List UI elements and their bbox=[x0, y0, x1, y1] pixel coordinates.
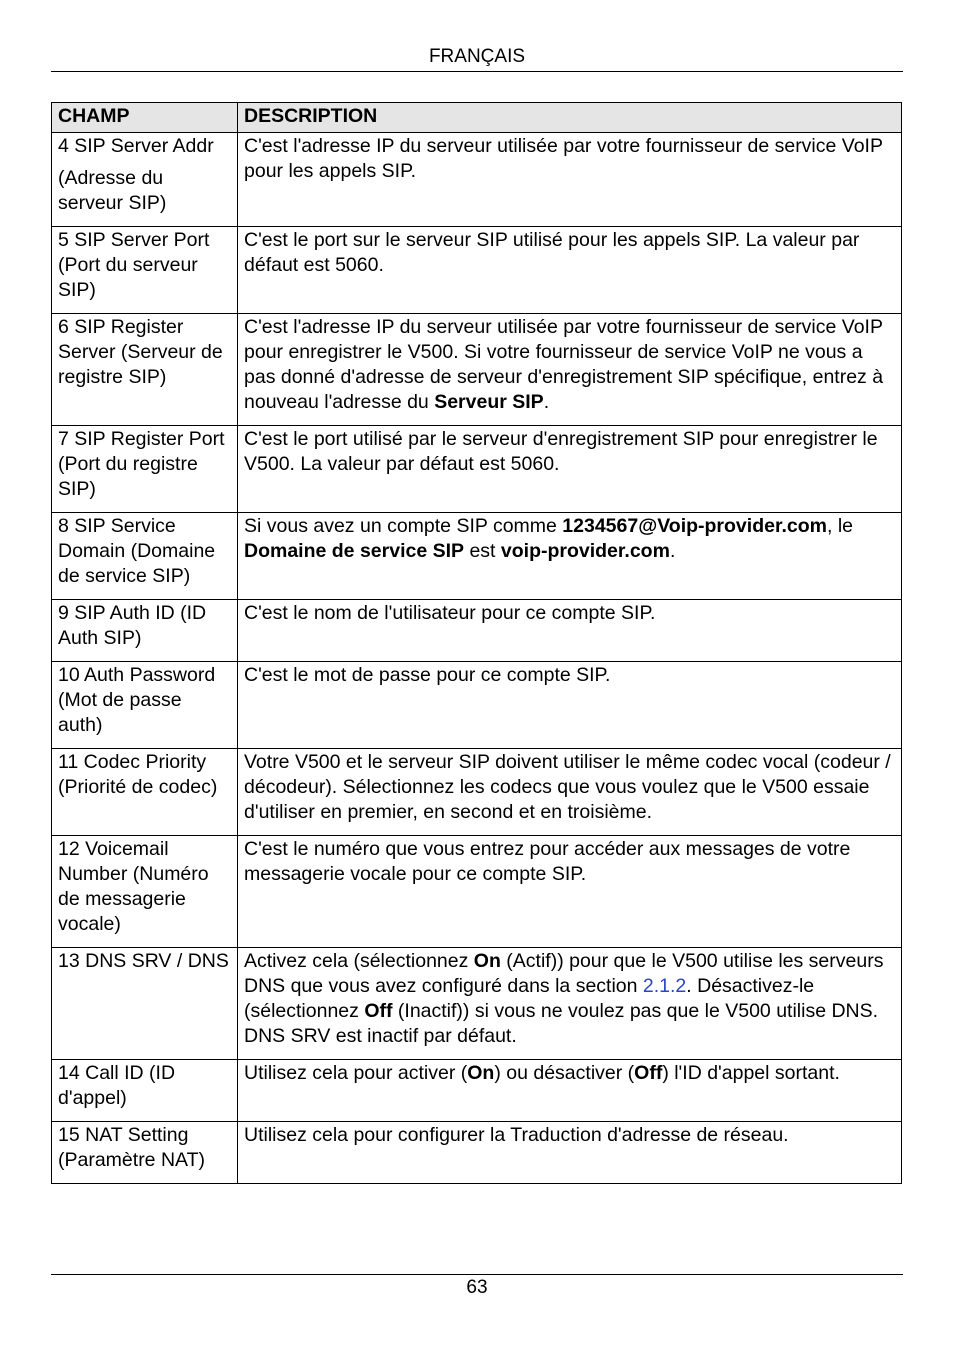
table-row bbox=[52, 426, 902, 513]
field-cell bbox=[52, 662, 238, 749]
description-text: Votre V500 et le serveur SIP doivent utiliser le même codec vocal (codeur / décodeur). Sélectionnez les codecs que vous voulez que le V500 essaie d'utiliser en premier, en second et en troisième. bbox=[244, 751, 891, 823]
field-cell bbox=[52, 836, 238, 948]
field-cell bbox=[52, 1122, 238, 1184]
field-cell bbox=[52, 948, 238, 1060]
table-row bbox=[52, 314, 902, 426]
description-cell bbox=[238, 749, 902, 836]
table-row bbox=[52, 948, 902, 1060]
description-text: C'est le port utilisé par le serveur d'enregistrement SIP pour enregistrer le V500. La valeur par défaut est 5060. bbox=[244, 428, 878, 475]
description-cell bbox=[238, 1122, 902, 1184]
table-row bbox=[52, 600, 902, 662]
description-text: Si vous avez un compte SIP comme bbox=[244, 515, 563, 537]
table-body bbox=[52, 133, 902, 1184]
description-bold-text: Domaine de service SIP bbox=[244, 540, 465, 562]
description-bold-text: Off bbox=[364, 1000, 393, 1022]
table-row bbox=[52, 749, 902, 836]
description-cell bbox=[238, 600, 902, 662]
description-cell bbox=[238, 227, 902, 314]
field-name-text: 4 SIP Server Addr bbox=[58, 135, 214, 157]
description-cell bbox=[238, 836, 902, 948]
description-cell bbox=[238, 1060, 902, 1122]
field-name-text: 14 Call ID (ID d'appel) bbox=[58, 1062, 176, 1109]
section-link[interactable]: 2.1.2 bbox=[642, 975, 687, 997]
page-number: 63 bbox=[466, 1277, 488, 1298]
table-header-row bbox=[52, 103, 902, 133]
description-bold-text: Off bbox=[634, 1062, 663, 1084]
description-text: Utilisez cela pour configurer la Traduction d'adresse de réseau. bbox=[244, 1124, 789, 1146]
description-text: Activez cela (sélectionnez bbox=[244, 950, 474, 972]
description-text: . bbox=[669, 540, 676, 562]
table-row bbox=[52, 836, 902, 948]
field-cell bbox=[52, 513, 238, 600]
table-row bbox=[52, 513, 902, 600]
table-row bbox=[52, 227, 902, 314]
field-name-text: 9 SIP Auth ID (ID Auth SIP) bbox=[58, 602, 207, 649]
field-cell bbox=[52, 749, 238, 836]
description-text: est bbox=[464, 540, 501, 562]
description-text: C'est le port sur le serveur SIP utilisé pour les appels SIP. La valeur par défaut est 5060. bbox=[244, 229, 860, 276]
table-row bbox=[52, 133, 902, 227]
description-text: Utilisez cela pour activer ( bbox=[244, 1062, 468, 1084]
description-text: C'est le numéro que vous entrez pour accéder aux messages de votre messagerie vocale pour ce compte SIP. bbox=[244, 838, 851, 885]
description-cell bbox=[238, 662, 902, 749]
description-text: C'est l'adresse IP du serveur utilisée par votre fournisseur de service VoIP pour enregistrer le V500. Si votre fournisseur de service VoIP ne vous a pas donné d'adresse de serveur d'enregistrement SIP spécifique, entrez à nouveau l'adresse du bbox=[244, 316, 884, 413]
description-text: C'est le mot de passe pour ce compte SIP. bbox=[244, 664, 611, 686]
description-text: ) l'ID d'appel sortant. bbox=[662, 1062, 840, 1084]
table-row bbox=[52, 662, 902, 749]
field-cell bbox=[52, 133, 238, 227]
column-header-champ: CHAMP bbox=[52, 103, 238, 133]
description-text: (Inactif)) si vous ne voulez pas que le V500 utilise DNS. DNS SRV est inactif par défaut. bbox=[244, 1000, 879, 1047]
description-bold-text: On bbox=[467, 1062, 495, 1084]
table-row bbox=[52, 1122, 902, 1184]
page-header-language: FRANÇAIS bbox=[428, 46, 526, 67]
footer-rule bbox=[51, 1274, 903, 1275]
field-cell bbox=[52, 426, 238, 513]
description-cell bbox=[238, 133, 902, 227]
header-rule bbox=[51, 71, 903, 72]
description-cell bbox=[238, 314, 902, 426]
field-cell bbox=[52, 314, 238, 426]
field-name-text: 8 SIP Service Domain (Domaine de service SIP) bbox=[58, 515, 216, 587]
description-cell bbox=[238, 513, 902, 600]
description-text: C'est le nom de l'utilisateur pour ce compte SIP. bbox=[244, 602, 656, 624]
description-bold-text: Serveur SIP bbox=[434, 391, 544, 413]
field-name-text: 12 Voicemail Number (Numéro de messagerie vocale) bbox=[58, 838, 209, 935]
field-name-text: 7 SIP Register Port (Port du registre SIP) bbox=[58, 428, 225, 500]
field-name-text: 11 Codec Priority (Priorité de codec) bbox=[58, 751, 218, 798]
field-cell bbox=[52, 600, 238, 662]
description-text: , le bbox=[826, 515, 853, 537]
description-text: . bbox=[543, 391, 550, 413]
field-name-text: 5 SIP Server Port (Port du serveur SIP) bbox=[58, 229, 210, 301]
field-name-text: 13 DNS SRV / DNS bbox=[58, 950, 229, 972]
description-bold-text: On bbox=[473, 950, 501, 972]
description-cell bbox=[238, 426, 902, 513]
description-bold-text: voip-provider.com bbox=[500, 540, 670, 562]
description-bold-text: 1234567@Voip-provider.com bbox=[562, 515, 827, 537]
description-text: . Désactivez-le (sélectionnez bbox=[244, 975, 815, 1022]
description-text: (Actif)) pour que le V500 utilise les serveurs DNS que vous avez configuré dans la section bbox=[244, 950, 884, 997]
field-name-text: 15 NAT Setting (Paramètre NAT) bbox=[58, 1124, 205, 1171]
description-cell bbox=[238, 948, 902, 1060]
field-name-text: 10 Auth Password (Mot de passe auth) bbox=[58, 664, 216, 736]
field-name-text: 6 SIP Register Server (Serveur de registre SIP) bbox=[58, 316, 223, 388]
field-cell bbox=[52, 227, 238, 314]
field-description-table bbox=[51, 102, 902, 1184]
field-name-text: (Adresse du serveur SIP) bbox=[58, 167, 167, 214]
column-header-description: DESCRIPTION bbox=[238, 103, 902, 133]
table-row bbox=[52, 1060, 902, 1122]
description-text: ) ou désactiver ( bbox=[494, 1062, 635, 1084]
description-text: C'est l'adresse IP du serveur utilisée par votre fournisseur de service VoIP pour les appels SIP. bbox=[244, 135, 883, 182]
field-cell bbox=[52, 1060, 238, 1122]
